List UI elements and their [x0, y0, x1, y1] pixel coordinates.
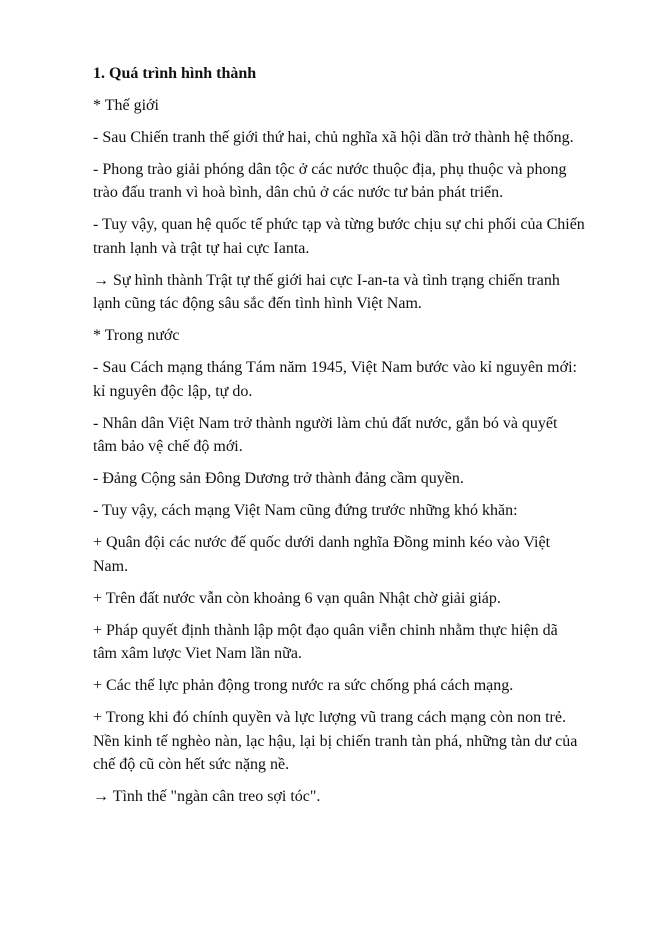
paragraph: - Phong trào giải phóng dân tộc ở các nước thuộc địa, phụ thuộc và phong trào đấu tranh vì hoà bình, dân chủ ở các nước tư bản phát triển. — [93, 160, 567, 201]
paragraph: - Sau Chiến tranh thế giới thứ hai, chủ nghĩa xã hội dần trở thành hệ thống. — [93, 128, 574, 146]
paragraph: + Trên đất nước vẫn còn khoảng 6 vạn quân Nhật chờ giải giáp. — [93, 589, 501, 607]
paragraph: - Nhân dân Việt Nam trở thành người làm chủ đất nước, gắn bó và quyết tâm bảo vệ chế độ mới. — [93, 414, 558, 455]
paragraph: + Quân đội các nước đế quốc dưới danh nghĩa Đồng minh kéo vào Việt Nam. — [93, 534, 551, 575]
document-page — [93, 62, 585, 817]
paragraph-world-label: * Thế giới — [93, 96, 159, 114]
section-heading: 1. Quá trình hình thành — [93, 65, 257, 82]
paragraph: - Tuy vậy, cách mạng Việt Nam cũng đứng trước những khó khăn: — [93, 502, 518, 519]
paragraph: - Đảng Cộng sản Đông Dương trở thành đảng cầm quyền. — [93, 470, 464, 487]
paragraph-conclusion: → Sự hình thành Trật tự thế giới hai cực I-an-ta và tình trạng chiến tranh lạnh cũng tác động sâu sắc đến tình hình Việt Nam. — [93, 271, 560, 312]
paragraph-domestic-label: * Trong nước — [93, 327, 180, 344]
paragraph: - Sau Cách mạng tháng Tám năm 1945, Việt Nam bước vào kỉ nguyên mới: kỉ nguyên độc lập, tự do. — [93, 359, 577, 400]
paragraph: + Pháp quyết định thành lập một đạo quân viễn chinh nhằm thực hiện dã tâm xâm lược Viet Nam lần nữa. — [93, 621, 558, 662]
paragraph: - Tuy vậy, quan hệ quốc tế phức tạp và từng bước chịu sự chi phối của Chiến tranh lạnh và trật tự hai cực Ianta. — [93, 216, 585, 257]
paragraph: + Các thế lực phản động trong nước ra sức chống phá cách mạng. — [93, 677, 514, 694]
paragraph: + Trong khi đó chính quyền và lực lượng vũ trang cách mạng còn non trẻ. Nền kinh tế nghèo nàn, lạc hậu, lại bị chiến tranh tàn phá, những tàn dư của chế độ cũ còn hết sức nặng nề. — [93, 709, 578, 773]
paragraph-conclusion: → Tình thế "ngàn cân treo sợi tóc". — [93, 788, 321, 805]
